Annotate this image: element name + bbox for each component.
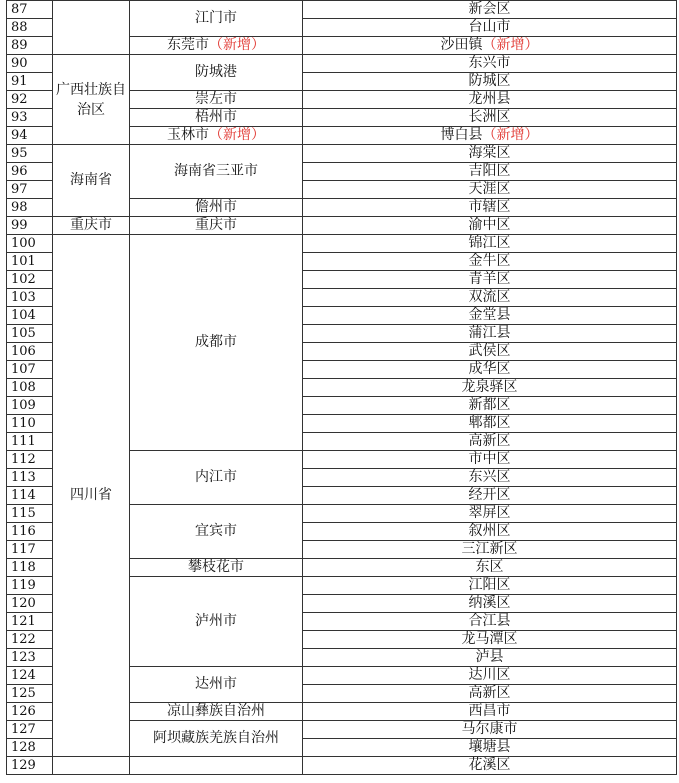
district-cell: 龙州县 xyxy=(303,91,677,109)
district-cell: 市辖区 xyxy=(303,199,677,217)
row-number: 100 xyxy=(7,235,53,253)
district-cell: 三江新区 xyxy=(303,541,677,559)
row-number: 108 xyxy=(7,379,53,397)
district-cell: 龙泉驿区 xyxy=(303,379,677,397)
row-number: 124 xyxy=(7,667,53,685)
row-number: 118 xyxy=(7,559,53,577)
new-tag: （新增） xyxy=(209,127,265,143)
row-number: 104 xyxy=(7,307,53,325)
table-row xyxy=(7,1,677,19)
district-cell: 锦江区 xyxy=(303,235,677,253)
city-cell: 凉山彝族自治州 xyxy=(130,703,303,721)
district-cell: 西昌市 xyxy=(303,703,677,721)
district-cell: 泸县 xyxy=(303,649,677,667)
row-number: 90 xyxy=(7,55,53,73)
row-number: 122 xyxy=(7,631,53,649)
district-cell: 天涯区 xyxy=(303,181,677,199)
row-number: 128 xyxy=(7,739,53,757)
row-number: 111 xyxy=(7,433,53,451)
city-cell xyxy=(130,757,303,775)
row-number: 107 xyxy=(7,361,53,379)
district-cell: 东兴市 xyxy=(303,55,677,73)
row-number: 123 xyxy=(7,649,53,667)
new-tag: （新增） xyxy=(209,37,265,53)
district-cell: 海棠区 xyxy=(303,145,677,163)
district-cell: 花溪区 xyxy=(303,757,677,775)
row-number: 88 xyxy=(7,19,53,37)
district-cell: 新会区 xyxy=(303,1,677,19)
region-table xyxy=(6,0,677,775)
row-number: 106 xyxy=(7,343,53,361)
district-cell: 纳溪区 xyxy=(303,595,677,613)
row-number: 95 xyxy=(7,145,53,163)
row-number: 109 xyxy=(7,397,53,415)
city-cell: 泸州市 xyxy=(130,577,303,667)
row-number: 94 xyxy=(7,127,53,145)
row-number: 112 xyxy=(7,451,53,469)
district-cell: 青羊区 xyxy=(303,271,677,289)
table-row xyxy=(7,145,677,163)
table-row xyxy=(7,55,677,73)
district-cell: 蒲江县 xyxy=(303,325,677,343)
row-number: 103 xyxy=(7,289,53,307)
district-cell: 金牛区 xyxy=(303,253,677,271)
district-cell: 武侯区 xyxy=(303,343,677,361)
row-number: 87 xyxy=(7,1,53,19)
province-cell: 四川省 xyxy=(53,235,130,757)
city-name: 玉林市 xyxy=(167,127,209,143)
row-number: 119 xyxy=(7,577,53,595)
district-cell: 高新区 xyxy=(303,685,677,703)
province-cell: 广西壮族自治区 xyxy=(53,55,130,145)
district-cell xyxy=(303,37,677,55)
row-number: 115 xyxy=(7,505,53,523)
row-number: 121 xyxy=(7,613,53,631)
row-number: 129 xyxy=(7,757,53,775)
city-cell: 江门市 xyxy=(130,1,303,37)
district-cell: 合江县 xyxy=(303,613,677,631)
district-cell: 壤塘县 xyxy=(303,739,677,757)
row-number: 89 xyxy=(7,37,53,55)
row-number: 114 xyxy=(7,487,53,505)
city-cell xyxy=(130,127,303,145)
new-tag: （新增） xyxy=(482,37,539,53)
table-row xyxy=(7,235,677,253)
district-cell: 达川区 xyxy=(303,667,677,685)
district-cell: 龙马潭区 xyxy=(303,631,677,649)
district-cell: 渝中区 xyxy=(303,217,677,235)
district-cell: 新都区 xyxy=(303,397,677,415)
district-cell: 叙州区 xyxy=(303,523,677,541)
district-cell: 成华区 xyxy=(303,361,677,379)
district-cell: 翠屏区 xyxy=(303,505,677,523)
row-number: 92 xyxy=(7,91,53,109)
city-cell: 宜宾市 xyxy=(130,505,303,559)
city-cell: 防城港 xyxy=(130,55,303,91)
province-cell: 重庆市 xyxy=(53,217,130,235)
city-cell: 内江市 xyxy=(130,451,303,505)
city-cell: 重庆市 xyxy=(130,217,303,235)
city-cell: 成都市 xyxy=(130,235,303,451)
district-cell xyxy=(303,127,677,145)
row-number: 116 xyxy=(7,523,53,541)
city-cell: 儋州市 xyxy=(130,199,303,217)
row-number: 91 xyxy=(7,73,53,91)
row-number: 98 xyxy=(7,199,53,217)
district-cell: 双流区 xyxy=(303,289,677,307)
district-cell: 金堂县 xyxy=(303,307,677,325)
district-cell: 马尔康市 xyxy=(303,721,677,739)
province-cell xyxy=(53,1,130,55)
row-number: 125 xyxy=(7,685,53,703)
row-number: 113 xyxy=(7,469,53,487)
district-cell: 高新区 xyxy=(303,433,677,451)
district-name: 沙田镇 xyxy=(440,37,483,53)
province-cell xyxy=(53,757,130,775)
row-number: 126 xyxy=(7,703,53,721)
row-number: 93 xyxy=(7,109,53,127)
row-number: 117 xyxy=(7,541,53,559)
row-number: 99 xyxy=(7,217,53,235)
city-cell: 梧州市 xyxy=(130,109,303,127)
province-cell: 海南省 xyxy=(53,145,130,217)
row-number: 96 xyxy=(7,163,53,181)
district-cell: 吉阳区 xyxy=(303,163,677,181)
district-cell: 郫都区 xyxy=(303,415,677,433)
district-cell: 经开区 xyxy=(303,487,677,505)
row-number: 105 xyxy=(7,325,53,343)
city-cell: 阿坝藏族羌族自治州 xyxy=(130,721,303,757)
district-cell: 长洲区 xyxy=(303,109,677,127)
district-cell: 市中区 xyxy=(303,451,677,469)
city-name: 东莞市 xyxy=(167,37,209,53)
row-number: 102 xyxy=(7,271,53,289)
district-cell: 台山市 xyxy=(303,19,677,37)
new-tag: （新增） xyxy=(482,127,539,143)
row-number: 127 xyxy=(7,721,53,739)
district-name: 博白县 xyxy=(440,127,483,143)
district-cell: 东区 xyxy=(303,559,677,577)
table-row xyxy=(7,757,677,775)
row-number: 120 xyxy=(7,595,53,613)
district-cell: 东兴区 xyxy=(303,469,677,487)
city-cell: 崇左市 xyxy=(130,91,303,109)
row-number: 110 xyxy=(7,415,53,433)
district-cell: 防城区 xyxy=(303,73,677,91)
district-cell: 江阳区 xyxy=(303,577,677,595)
row-number: 97 xyxy=(7,181,53,199)
city-cell: 攀枝花市 xyxy=(130,559,303,577)
city-cell xyxy=(130,37,303,55)
table-row xyxy=(7,217,677,235)
city-cell: 海南省三亚市 xyxy=(130,145,303,199)
city-cell: 达州市 xyxy=(130,667,303,703)
row-number: 101 xyxy=(7,253,53,271)
